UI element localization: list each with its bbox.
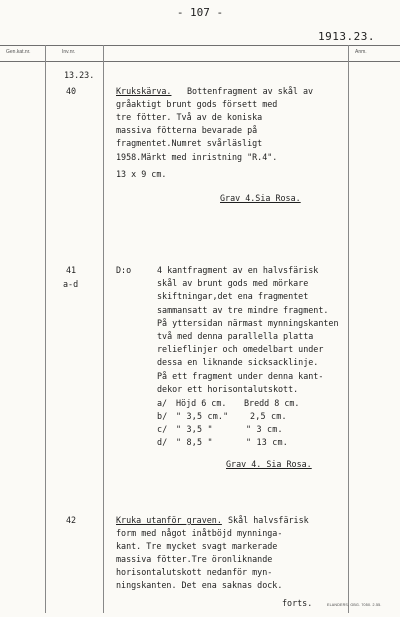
entry-inv-suffix: a-d (63, 279, 79, 289)
column-header-inv: Inv.nr. (62, 49, 76, 55)
entry-text-line: skål av brunt gods med mörkare (157, 278, 309, 288)
entry-text-line: tre fötter. Två av de koniska (116, 112, 263, 122)
entry-text-line: gråaktigt brunt gods försett med (116, 99, 278, 109)
measurement-width: 2,5 cm. (250, 411, 287, 421)
column-header-anm: Anm. (355, 49, 367, 55)
entry-prefix: 13.23. (64, 70, 95, 80)
column-divider-1 (45, 45, 46, 613)
header-bottom-rule (0, 61, 400, 62)
measurement-width: " 13 cm. (246, 437, 288, 447)
measurement-label: c/ (157, 424, 168, 434)
entry-title: Kruka utanför graven. (116, 515, 222, 525)
entry-text-line: dessa en liknande sicksacklinje. (157, 357, 319, 367)
column-divider-3 (348, 45, 349, 613)
measurement-height: " 8,5 " (176, 437, 213, 447)
measurement-width: Bredd 8 cm. (244, 398, 300, 408)
entry-text-line: På yttersidan närmast mynningskanten (157, 318, 339, 328)
page-number: - 107 - (176, 6, 224, 19)
entry-text-line: massiva fötterna bevarade på (116, 125, 258, 135)
entry-text-line: massiva fötter.Tre öronliknande (116, 554, 273, 564)
entry-text-line: 13 x 9 cm. (116, 169, 167, 179)
measurement-label: b/ (157, 411, 168, 421)
entry-text-line: sammansatt av tre mindre fragment. (157, 305, 329, 315)
entry-text-line: På ett fragment under denna kant- (157, 371, 324, 381)
entry-text-line: horisontalutskott nedanför myn- (116, 567, 273, 577)
continued-marker: forts. (282, 598, 313, 608)
entry-inv-number: 42 (66, 515, 77, 525)
measurement-width: " 3 cm. (246, 424, 283, 434)
measurement-height: " 3,5 " (176, 424, 213, 434)
entry-text-line: kant. Tre mycket svagt markerade (116, 541, 278, 551)
entry-text-line: skiftningar,det ena fragmentet (157, 291, 309, 301)
entry-text-line: fragmentet.Numret svårläsligt (116, 138, 263, 148)
entry-title: Krukskärva. (116, 86, 172, 96)
column-header-gen-kat: Gen.kat.nr. (6, 49, 31, 55)
entry-text-line: ningskanten. Det ena saknas dock. (116, 580, 283, 590)
entry-text-line: form med något inåtböjd mynninga- (116, 528, 283, 538)
year-heading: 1913.23. (318, 30, 375, 43)
entry-inv-number: 40 (66, 86, 77, 96)
column-divider-2 (103, 45, 104, 613)
printer-imprint: ELANDERS, GBG. 7050. 2.55. (327, 603, 382, 607)
header-top-rule (0, 45, 400, 46)
measurement-label: d/ (157, 437, 168, 447)
entry-text-line: dekor ett horisontalutskott. (157, 384, 299, 394)
entry-location: Grav 4.Sia Rosa. (220, 193, 301, 203)
entry-text-line: 4 kantfragment av en halvsfärisk (157, 265, 319, 275)
entry-text-line: relieflinjer och omedelbart under (157, 344, 324, 354)
entry-text-line: två med denna parallella platta (157, 331, 314, 341)
entry-location: Grav 4. Sia Rosa. (226, 459, 312, 469)
entry-text-line: Bottenfragment av skål av (187, 86, 314, 96)
entry-text-line: 1958.Märkt med inristning "R.4". (116, 152, 278, 162)
measurement-label: a/ (157, 398, 168, 408)
measurement-height: Höjd 6 cm. (176, 398, 227, 408)
measurement-height: " 3,5 cm." (176, 411, 229, 421)
entry-text-line: Skål halvsfärisk (228, 515, 309, 525)
entry-inv-number: 41 (66, 265, 77, 275)
entry-ditto: D:o (116, 265, 132, 275)
